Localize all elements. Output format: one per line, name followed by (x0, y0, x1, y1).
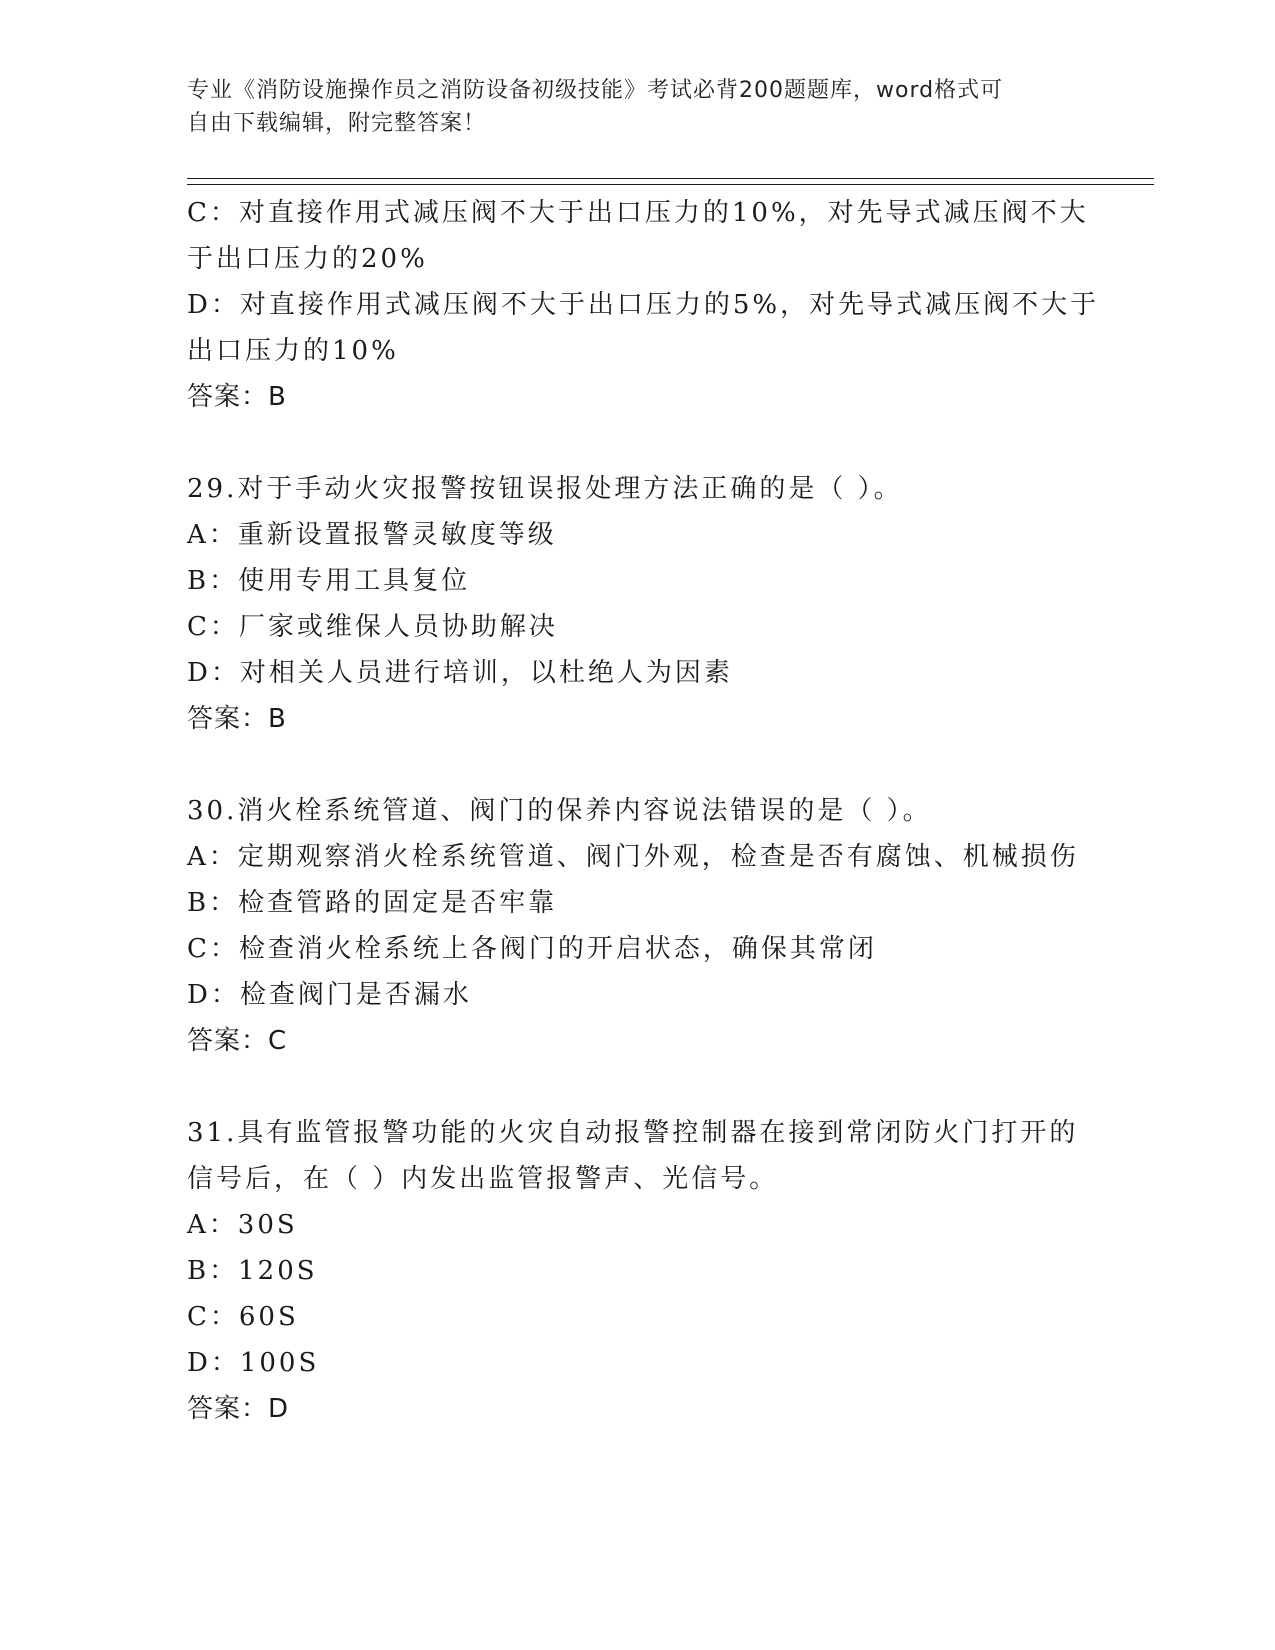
header-divider-top (187, 178, 1154, 179)
question-29-option-a: A：重新设置报警灵敏度等级 (187, 520, 557, 550)
question-30 (187, 788, 1087, 1064)
question-29-option-c: C：厂家或维保人员协助解决 (187, 612, 558, 642)
question-31-option-b: B：120S (187, 1256, 318, 1286)
question-31-option-c: C：60S (187, 1302, 299, 1332)
question-30-option-d: D：检查阀门是否漏水 (187, 980, 472, 1010)
header-line-1: 专业《消防设施操作员之消防设备初级技能》考试必背200题题库，word格式可 (187, 78, 1004, 103)
answer-28: 答案：B (187, 382, 287, 412)
question-30-option-c: C：检查消火栓系统上各阀门的开启状态，确保其常闭 (187, 934, 877, 964)
document-header (187, 74, 1067, 140)
question-30-answer: 答案：C (187, 1026, 288, 1056)
question-31-stem-line-2: 信号后，在（ ）内发出监管报警声、光信号。 (187, 1164, 779, 1194)
spacer (187, 742, 1087, 788)
option-c-line-2: 于出口压力的20% (187, 244, 428, 274)
header-line-2: 自由下载编辑，附完整答案！ (187, 111, 487, 136)
question-31-option-d: D：100S (187, 1348, 320, 1378)
header-divider-bottom (187, 184, 1154, 185)
question-29-option-d: D：对相关人员进行培训，以杜绝人为因素 (187, 658, 733, 688)
question-31 (187, 1110, 1087, 1432)
option-d-line-2: 出口压力的10% (187, 336, 399, 366)
spacer (187, 420, 1087, 466)
spacer (187, 1064, 1087, 1110)
question-29-answer: 答案：B (187, 704, 287, 734)
question-content (187, 190, 1100, 1432)
question-30-option-a: A：定期观察消火栓系统管道、阀门外观，检查是否有腐蚀、机械损伤 (187, 842, 1079, 872)
question-29 (187, 466, 1087, 742)
option-d-line-1: D：对直接作用式减压阀不大于出口压力的5%，对先导式减压阀不大于 (187, 290, 1100, 320)
option-c-line-1: C：对直接作用式减压阀不大于出口压力的10%，对先导式减压阀不大 (187, 198, 1089, 228)
question-31-answer: 答案：D (187, 1394, 290, 1424)
question-30-option-b: B：检查管路的固定是否牢靠 (187, 888, 558, 918)
question-31-option-a: A：30S (187, 1210, 298, 1240)
question-31-stem-line-1: 31.具有监管报警功能的火灾自动报警控制器在接到常闭防火门打开的 (187, 1118, 1079, 1148)
question-29-option-b: B：使用专用工具复位 (187, 566, 471, 596)
question-30-stem: 30.消火栓系统管道、阀门的保养内容说法错误的是（ ）。 (187, 796, 932, 826)
question-29-stem: 29.对于手动火灾报警按钮误报处理方法正确的是（ ）。 (187, 474, 903, 504)
